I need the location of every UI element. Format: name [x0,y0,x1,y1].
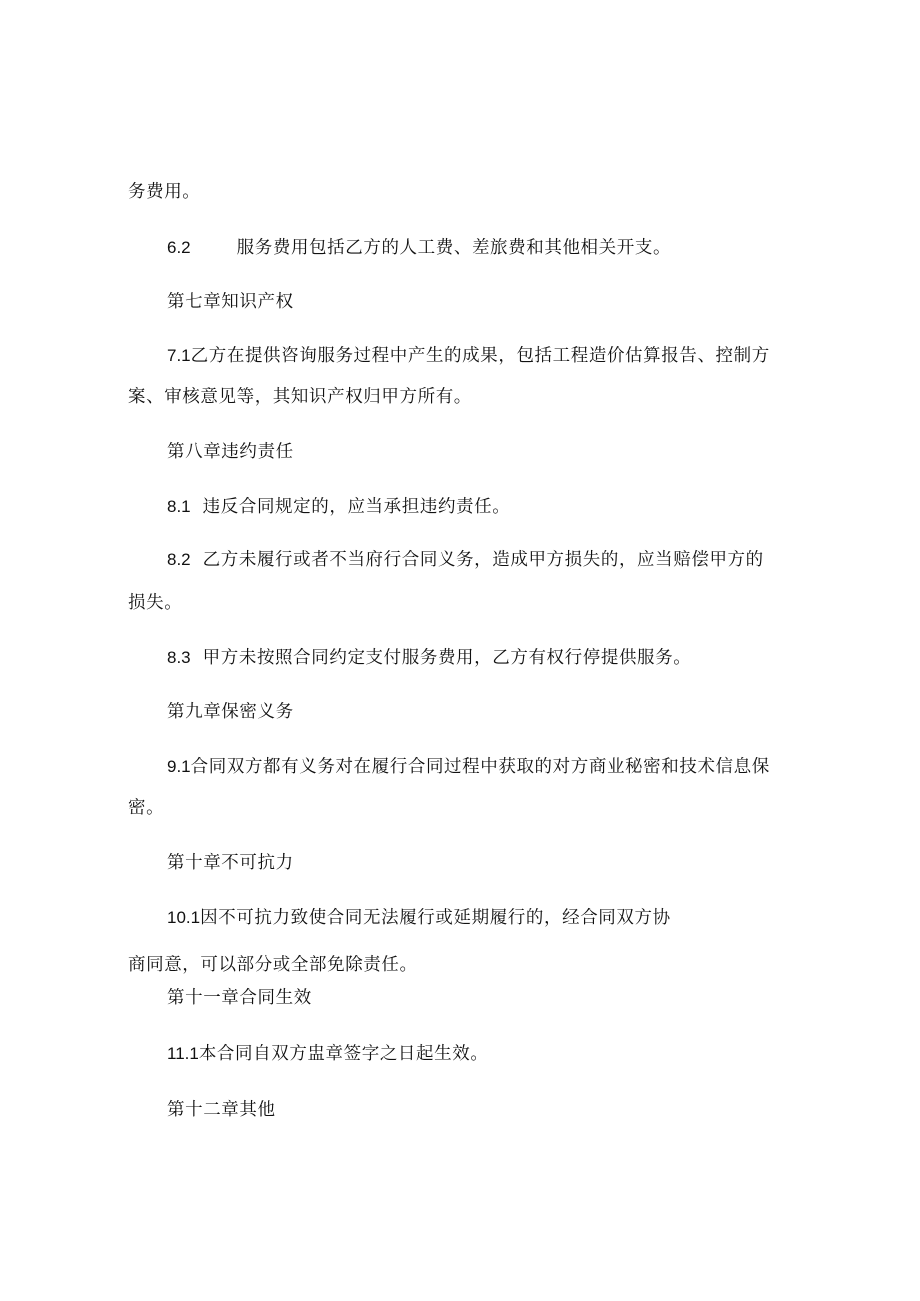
chapter-title: 第十章不可抗力 [167,853,294,873]
clause-text: 甲方未按照合同约定支付服务费用，乙方有权行停提供服务。 [202,648,692,668]
clause-text: 服务费用包括乙方的人工费、差旅费和其他相关开支。 [236,238,672,258]
clause-text: 违反合同规定的，应当承担违约责任。 [202,497,511,517]
clause-text-continued: 损失。 [128,593,183,613]
clause-number: 10.1 [167,908,201,927]
clause-text-continued: 商同意，可以部分或全部免除责任。 [128,955,418,975]
clause-number: 8.1 [167,497,191,516]
text-line [128,386,472,408]
text-line [128,954,418,976]
clause-text: 本合同自双方盅章签字之日起生效。 [198,1044,489,1064]
chapter-heading-7 [167,291,294,313]
clause-text: 乙方在提供咨询服务过程中产生的成果，包括工程造价估算报告、控制方 [190,346,770,366]
paragraph-continuation: 务费用。 [128,182,201,202]
clause-11-1 [167,1043,488,1065]
clause-8-1 [167,496,510,518]
clause-number: 7.1 [167,346,191,365]
text-line [128,797,164,819]
clause-9-1 [167,756,770,778]
chapter-title: 第八章违约责任 [167,442,294,462]
clause-text-continued: 案、审核意见等，其知识产权归甲方所有。 [128,387,472,407]
clause-number: 11.1 [167,1044,199,1063]
clause-text-continued: 密。 [128,798,165,818]
chapter-heading-12 [167,1099,276,1121]
clause-7-1 [167,345,770,367]
clause-number: 9.1 [167,757,191,776]
chapter-title: 第十二章其他 [167,1100,276,1120]
chapter-heading-8 [167,441,294,463]
chapter-title: 第九章保密义务 [167,702,294,722]
chapter-title: 第七章知识产权 [167,292,294,312]
clause-10-1 [167,907,671,929]
chapter-heading-9 [167,701,294,723]
clause-number: 6.2 [167,238,191,257]
clause-6-2 [167,237,671,259]
chapter-title: 第十一章合同生效 [167,988,312,1008]
text-line [128,592,182,614]
clause-number: 8.3 [167,648,191,667]
clause-8-3 [167,647,691,669]
chapter-heading-11 [167,987,312,1009]
clause-text: 因不可抗力致使合同无法履行或延期履行的，经合同双方协 [200,908,671,928]
clause-number: 8.2 [167,550,191,569]
clause-text: 乙方未履行或者不当府行合同义务，造成甲方损失的，应当赔偿甲方的 [202,550,764,570]
clause-text: 合同双方都有义务对在履行合同过程中获取的对方商业秘密和技术信息保 [190,757,770,777]
text-line [128,181,200,203]
clause-8-2 [167,549,764,571]
chapter-heading-10 [167,852,294,874]
